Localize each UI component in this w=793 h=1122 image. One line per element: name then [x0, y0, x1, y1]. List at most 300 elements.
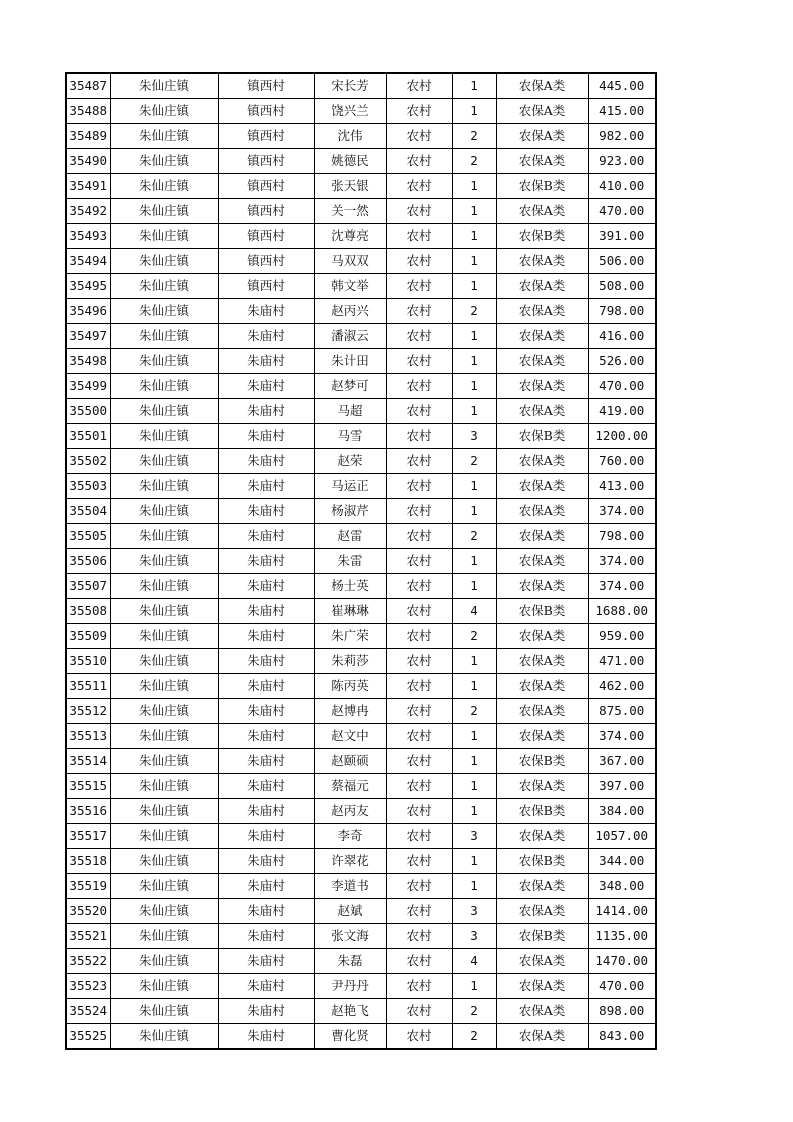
name-cell: 陈丙英: [314, 674, 386, 699]
insurance-category-cell: 农保A类: [496, 199, 588, 224]
area-type-cell: 农村: [386, 924, 452, 949]
record-id-cell: 35488: [66, 99, 110, 124]
household-count-cell: 1: [452, 549, 496, 574]
amount-cell: 798.00: [588, 524, 656, 549]
area-type-cell: 农村: [386, 499, 452, 524]
table-row: [66, 724, 656, 749]
village-cell: 朱庙村: [218, 349, 314, 374]
insurance-category-cell: 农保A类: [496, 474, 588, 499]
area-type-cell: 农村: [386, 224, 452, 249]
name-cell: 赵梦可: [314, 374, 386, 399]
name-cell: 尹丹丹: [314, 974, 386, 999]
area-type-cell: 农村: [386, 774, 452, 799]
name-cell: 赵博冉: [314, 699, 386, 724]
village-cell: 镇西村: [218, 274, 314, 299]
town-cell: 朱仙庄镇: [110, 999, 218, 1024]
household-count-cell: 1: [452, 649, 496, 674]
town-cell: 朱仙庄镇: [110, 1024, 218, 1050]
town-cell: 朱仙庄镇: [110, 974, 218, 999]
insurance-category-cell: 农保A类: [496, 549, 588, 574]
town-cell: 朱仙庄镇: [110, 824, 218, 849]
area-type-cell: 农村: [386, 449, 452, 474]
amount-cell: 413.00: [588, 474, 656, 499]
village-cell: 镇西村: [218, 224, 314, 249]
area-type-cell: 农村: [386, 124, 452, 149]
record-id-cell: 35513: [66, 724, 110, 749]
household-count-cell: 1: [452, 874, 496, 899]
household-count-cell: 1: [452, 974, 496, 999]
name-cell: 沈尊亮: [314, 224, 386, 249]
town-cell: 朱仙庄镇: [110, 649, 218, 674]
village-cell: 朱庙村: [218, 474, 314, 499]
amount-cell: 959.00: [588, 624, 656, 649]
town-cell: 朱仙庄镇: [110, 524, 218, 549]
insurance-category-cell: 农保B类: [496, 849, 588, 874]
amount-cell: 374.00: [588, 724, 656, 749]
area-type-cell: 农村: [386, 174, 452, 199]
beneficiary-table: [65, 72, 657, 1050]
area-type-cell: 农村: [386, 299, 452, 324]
table-row: [66, 949, 656, 974]
amount-cell: 1688.00: [588, 599, 656, 624]
name-cell: 蔡福元: [314, 774, 386, 799]
town-cell: 朱仙庄镇: [110, 949, 218, 974]
table-row: [66, 324, 656, 349]
amount-cell: 982.00: [588, 124, 656, 149]
table-row: [66, 549, 656, 574]
name-cell: 李道书: [314, 874, 386, 899]
table-row: [66, 924, 656, 949]
amount-cell: 367.00: [588, 749, 656, 774]
village-cell: 朱庙村: [218, 999, 314, 1024]
area-type-cell: 农村: [386, 649, 452, 674]
name-cell: 赵雷: [314, 524, 386, 549]
area-type-cell: 农村: [386, 999, 452, 1024]
household-count-cell: 1: [452, 399, 496, 424]
village-cell: 镇西村: [218, 199, 314, 224]
village-cell: 朱庙村: [218, 299, 314, 324]
table-row: [66, 599, 656, 624]
village-cell: 朱庙村: [218, 724, 314, 749]
amount-cell: 462.00: [588, 674, 656, 699]
record-id-cell: 35508: [66, 599, 110, 624]
table-row: [66, 374, 656, 399]
village-cell: 镇西村: [218, 249, 314, 274]
insurance-category-cell: 农保A类: [496, 874, 588, 899]
village-cell: 朱庙村: [218, 599, 314, 624]
area-type-cell: 农村: [386, 324, 452, 349]
area-type-cell: 农村: [386, 199, 452, 224]
household-count-cell: 3: [452, 899, 496, 924]
area-type-cell: 农村: [386, 474, 452, 499]
area-type-cell: 农村: [386, 399, 452, 424]
name-cell: 马雪: [314, 424, 386, 449]
table-row: [66, 199, 656, 224]
insurance-category-cell: 农保B类: [496, 424, 588, 449]
amount-cell: 1470.00: [588, 949, 656, 974]
name-cell: 赵文中: [314, 724, 386, 749]
household-count-cell: 1: [452, 749, 496, 774]
name-cell: 朱计田: [314, 349, 386, 374]
name-cell: 张天银: [314, 174, 386, 199]
record-id-cell: 35511: [66, 674, 110, 699]
amount-cell: 374.00: [588, 499, 656, 524]
name-cell: 朱莉莎: [314, 649, 386, 674]
household-count-cell: 1: [452, 774, 496, 799]
insurance-category-cell: 农保A类: [496, 1024, 588, 1050]
name-cell: 马超: [314, 399, 386, 424]
table-row: [66, 499, 656, 524]
area-type-cell: 农村: [386, 249, 452, 274]
area-type-cell: 农村: [386, 274, 452, 299]
household-count-cell: 2: [452, 149, 496, 174]
town-cell: 朱仙庄镇: [110, 99, 218, 124]
insurance-category-cell: 农保A类: [496, 124, 588, 149]
name-cell: 潘淑云: [314, 324, 386, 349]
record-id-cell: 35518: [66, 849, 110, 874]
area-type-cell: 农村: [386, 549, 452, 574]
amount-cell: 506.00: [588, 249, 656, 274]
household-count-cell: 2: [452, 624, 496, 649]
insurance-category-cell: 农保A类: [496, 324, 588, 349]
insurance-category-cell: 农保A类: [496, 99, 588, 124]
record-id-cell: 35523: [66, 974, 110, 999]
area-type-cell: 农村: [386, 424, 452, 449]
area-type-cell: 农村: [386, 73, 452, 99]
insurance-category-cell: 农保A类: [496, 574, 588, 599]
area-type-cell: 农村: [386, 149, 452, 174]
insurance-category-cell: 农保A类: [496, 299, 588, 324]
insurance-category-cell: 农保A类: [496, 899, 588, 924]
village-cell: 朱庙村: [218, 424, 314, 449]
name-cell: 宋长芳: [314, 73, 386, 99]
village-cell: 朱庙村: [218, 499, 314, 524]
household-count-cell: 1: [452, 724, 496, 749]
household-count-cell: 1: [452, 99, 496, 124]
household-count-cell: 1: [452, 499, 496, 524]
table-row: [66, 574, 656, 599]
table-row: [66, 474, 656, 499]
amount-cell: 843.00: [588, 1024, 656, 1050]
town-cell: 朱仙庄镇: [110, 774, 218, 799]
insurance-category-cell: 农保A类: [496, 949, 588, 974]
amount-cell: 419.00: [588, 399, 656, 424]
record-id-cell: 35525: [66, 1024, 110, 1050]
village-cell: 朱庙村: [218, 524, 314, 549]
table-row: [66, 524, 656, 549]
household-count-cell: 1: [452, 73, 496, 99]
village-cell: 朱庙村: [218, 649, 314, 674]
village-cell: 朱庙村: [218, 924, 314, 949]
amount-cell: 470.00: [588, 374, 656, 399]
amount-cell: 415.00: [588, 99, 656, 124]
table-row: [66, 424, 656, 449]
household-count-cell: 1: [452, 199, 496, 224]
village-cell: 朱庙村: [218, 824, 314, 849]
name-cell: 赵颐硕: [314, 749, 386, 774]
area-type-cell: 农村: [386, 624, 452, 649]
insurance-category-cell: 农保B类: [496, 749, 588, 774]
town-cell: 朱仙庄镇: [110, 424, 218, 449]
household-count-cell: 3: [452, 424, 496, 449]
insurance-category-cell: 农保A类: [496, 374, 588, 399]
village-cell: 朱庙村: [218, 974, 314, 999]
table-row: [66, 224, 656, 249]
amount-cell: 923.00: [588, 149, 656, 174]
town-cell: 朱仙庄镇: [110, 874, 218, 899]
village-cell: 朱庙村: [218, 449, 314, 474]
area-type-cell: 农村: [386, 1024, 452, 1050]
village-cell: 镇西村: [218, 174, 314, 199]
amount-cell: 1057.00: [588, 824, 656, 849]
area-type-cell: 农村: [386, 524, 452, 549]
town-cell: 朱仙庄镇: [110, 73, 218, 99]
household-count-cell: 4: [452, 599, 496, 624]
insurance-category-cell: 农保B类: [496, 174, 588, 199]
town-cell: 朱仙庄镇: [110, 724, 218, 749]
area-type-cell: 农村: [386, 849, 452, 874]
amount-cell: 875.00: [588, 699, 656, 724]
name-cell: 李奇: [314, 824, 386, 849]
record-id-cell: 35519: [66, 874, 110, 899]
insurance-category-cell: 农保B类: [496, 799, 588, 824]
area-type-cell: 农村: [386, 349, 452, 374]
name-cell: 崔琳琳: [314, 599, 386, 624]
household-count-cell: 3: [452, 824, 496, 849]
household-count-cell: 2: [452, 524, 496, 549]
insurance-category-cell: 农保A类: [496, 999, 588, 1024]
table-row: [66, 774, 656, 799]
name-cell: 赵丙友: [314, 799, 386, 824]
insurance-category-cell: 农保A类: [496, 774, 588, 799]
insurance-category-cell: 农保A类: [496, 649, 588, 674]
table-row: [66, 299, 656, 324]
insurance-category-cell: 农保B类: [496, 224, 588, 249]
record-id-cell: 35520: [66, 899, 110, 924]
table-row: [66, 874, 656, 899]
town-cell: 朱仙庄镇: [110, 899, 218, 924]
record-id-cell: 35506: [66, 549, 110, 574]
amount-cell: 344.00: [588, 849, 656, 874]
name-cell: 张文海: [314, 924, 386, 949]
table-row: [66, 73, 656, 99]
name-cell: 关一然: [314, 199, 386, 224]
record-id-cell: 35502: [66, 449, 110, 474]
town-cell: 朱仙庄镇: [110, 124, 218, 149]
household-count-cell: 2: [452, 449, 496, 474]
name-cell: 赵艳飞: [314, 999, 386, 1024]
record-id-cell: 35499: [66, 374, 110, 399]
area-type-cell: 农村: [386, 874, 452, 899]
village-cell: 朱庙村: [218, 699, 314, 724]
town-cell: 朱仙庄镇: [110, 749, 218, 774]
insurance-category-cell: 农保A类: [496, 624, 588, 649]
table-row: [66, 849, 656, 874]
record-id-cell: 35505: [66, 524, 110, 549]
household-count-cell: 1: [452, 224, 496, 249]
insurance-category-cell: 农保A类: [496, 349, 588, 374]
table-row: [66, 99, 656, 124]
table-row: [66, 799, 656, 824]
insurance-category-cell: 农保A类: [496, 524, 588, 549]
village-cell: 朱庙村: [218, 899, 314, 924]
record-id-cell: 35524: [66, 999, 110, 1024]
amount-cell: 416.00: [588, 324, 656, 349]
insurance-category-cell: 农保A类: [496, 724, 588, 749]
record-id-cell: 35490: [66, 149, 110, 174]
record-id-cell: 35517: [66, 824, 110, 849]
village-cell: 朱庙村: [218, 849, 314, 874]
town-cell: 朱仙庄镇: [110, 199, 218, 224]
table-row: [66, 124, 656, 149]
town-cell: 朱仙庄镇: [110, 574, 218, 599]
household-count-cell: 1: [452, 799, 496, 824]
amount-cell: 760.00: [588, 449, 656, 474]
village-cell: 镇西村: [218, 99, 314, 124]
village-cell: 朱庙村: [218, 624, 314, 649]
name-cell: 赵荣: [314, 449, 386, 474]
record-id-cell: 35494: [66, 249, 110, 274]
town-cell: 朱仙庄镇: [110, 624, 218, 649]
town-cell: 朱仙庄镇: [110, 799, 218, 824]
town-cell: 朱仙庄镇: [110, 549, 218, 574]
household-count-cell: 2: [452, 299, 496, 324]
insurance-category-cell: 农保A类: [496, 449, 588, 474]
record-id-cell: 35507: [66, 574, 110, 599]
village-cell: 镇西村: [218, 73, 314, 99]
insurance-category-cell: 农保A类: [496, 674, 588, 699]
record-id-cell: 35497: [66, 324, 110, 349]
record-id-cell: 35500: [66, 399, 110, 424]
record-id-cell: 35512: [66, 699, 110, 724]
town-cell: 朱仙庄镇: [110, 374, 218, 399]
household-count-cell: 2: [452, 124, 496, 149]
village-cell: 朱庙村: [218, 774, 314, 799]
name-cell: 朱雷: [314, 549, 386, 574]
table-body: [66, 73, 656, 1049]
household-count-cell: 1: [452, 574, 496, 599]
record-id-cell: 35510: [66, 649, 110, 674]
table-row: [66, 174, 656, 199]
town-cell: 朱仙庄镇: [110, 349, 218, 374]
area-type-cell: 农村: [386, 674, 452, 699]
name-cell: 朱广荣: [314, 624, 386, 649]
insurance-category-cell: 农保A类: [496, 499, 588, 524]
household-count-cell: 1: [452, 849, 496, 874]
record-id-cell: 35495: [66, 274, 110, 299]
record-id-cell: 35489: [66, 124, 110, 149]
record-id-cell: 35521: [66, 924, 110, 949]
table-row: [66, 899, 656, 924]
name-cell: 姚德民: [314, 149, 386, 174]
village-cell: 朱庙村: [218, 574, 314, 599]
village-cell: 朱庙村: [218, 874, 314, 899]
amount-cell: 470.00: [588, 974, 656, 999]
amount-cell: 1414.00: [588, 899, 656, 924]
name-cell: 杨士英: [314, 574, 386, 599]
amount-cell: 1200.00: [588, 424, 656, 449]
table-row: [66, 674, 656, 699]
household-count-cell: 1: [452, 249, 496, 274]
household-count-cell: 3: [452, 924, 496, 949]
area-type-cell: 农村: [386, 99, 452, 124]
record-id-cell: 35509: [66, 624, 110, 649]
name-cell: 马运正: [314, 474, 386, 499]
record-id-cell: 35503: [66, 474, 110, 499]
area-type-cell: 农村: [386, 949, 452, 974]
village-cell: 朱庙村: [218, 749, 314, 774]
name-cell: 沈伟: [314, 124, 386, 149]
village-cell: 朱庙村: [218, 1024, 314, 1050]
area-type-cell: 农村: [386, 899, 452, 924]
record-id-cell: 35515: [66, 774, 110, 799]
table-row: [66, 274, 656, 299]
name-cell: 朱磊: [314, 949, 386, 974]
name-cell: 许翠花: [314, 849, 386, 874]
town-cell: 朱仙庄镇: [110, 249, 218, 274]
amount-cell: 374.00: [588, 574, 656, 599]
amount-cell: 508.00: [588, 274, 656, 299]
household-count-cell: 1: [452, 349, 496, 374]
village-cell: 朱庙村: [218, 674, 314, 699]
insurance-category-cell: 农保A类: [496, 274, 588, 299]
amount-cell: 898.00: [588, 999, 656, 1024]
record-id-cell: 35504: [66, 499, 110, 524]
town-cell: 朱仙庄镇: [110, 299, 218, 324]
amount-cell: 1135.00: [588, 924, 656, 949]
name-cell: 马双双: [314, 249, 386, 274]
household-count-cell: 1: [452, 324, 496, 349]
record-id-cell: 35487: [66, 73, 110, 99]
table-row: [66, 624, 656, 649]
table-row: [66, 249, 656, 274]
insurance-category-cell: 农保A类: [496, 73, 588, 99]
household-count-cell: 1: [452, 474, 496, 499]
insurance-category-cell: 农保A类: [496, 824, 588, 849]
amount-cell: 526.00: [588, 349, 656, 374]
town-cell: 朱仙庄镇: [110, 449, 218, 474]
name-cell: 赵丙兴: [314, 299, 386, 324]
record-id-cell: 35516: [66, 799, 110, 824]
insurance-category-cell: 农保A类: [496, 149, 588, 174]
insurance-category-cell: 农保A类: [496, 249, 588, 274]
town-cell: 朱仙庄镇: [110, 149, 218, 174]
village-cell: 镇西村: [218, 124, 314, 149]
household-count-cell: 2: [452, 999, 496, 1024]
household-count-cell: 2: [452, 699, 496, 724]
record-id-cell: 35493: [66, 224, 110, 249]
record-id-cell: 35498: [66, 349, 110, 374]
town-cell: 朱仙庄镇: [110, 499, 218, 524]
area-type-cell: 农村: [386, 974, 452, 999]
insurance-category-cell: 农保A类: [496, 974, 588, 999]
town-cell: 朱仙庄镇: [110, 699, 218, 724]
record-id-cell: 35501: [66, 424, 110, 449]
household-count-cell: 1: [452, 274, 496, 299]
insurance-category-cell: 农保B类: [496, 599, 588, 624]
table-row: [66, 399, 656, 424]
amount-cell: 445.00: [588, 73, 656, 99]
amount-cell: 798.00: [588, 299, 656, 324]
record-id-cell: 35492: [66, 199, 110, 224]
household-count-cell: 1: [452, 374, 496, 399]
record-id-cell: 35514: [66, 749, 110, 774]
area-type-cell: 农村: [386, 374, 452, 399]
name-cell: 赵斌: [314, 899, 386, 924]
amount-cell: 410.00: [588, 174, 656, 199]
village-cell: 朱庙村: [218, 374, 314, 399]
household-count-cell: 2: [452, 1024, 496, 1050]
